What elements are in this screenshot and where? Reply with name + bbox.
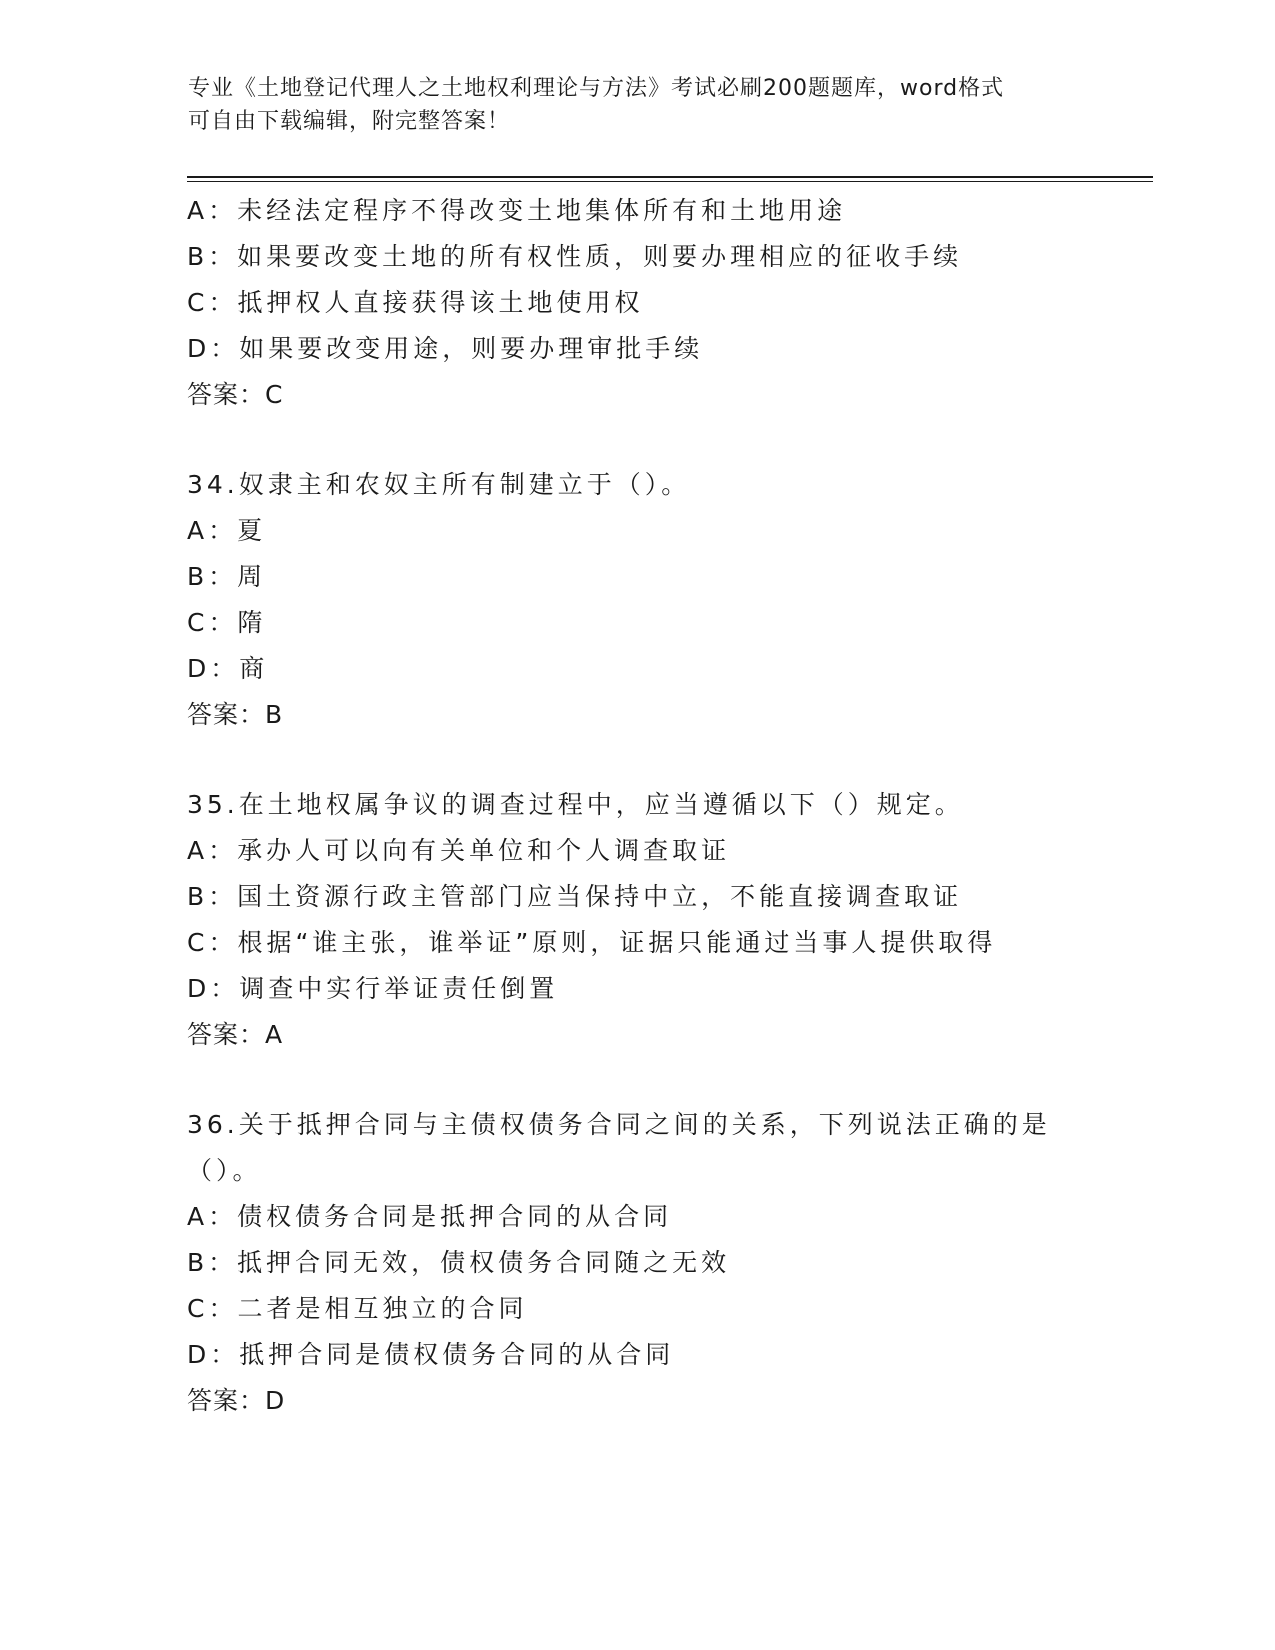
option-a: A：债权债务合同是抵押合同的从合同 bbox=[187, 1202, 673, 1231]
option-c: C：二者是相互独立的合同 bbox=[187, 1294, 528, 1323]
option-c: C：抵押权人直接获得该土地使用权 bbox=[187, 288, 644, 317]
option-b: B：周 bbox=[187, 562, 267, 591]
answer-line: 答案：B bbox=[187, 700, 284, 729]
header-divider-thin bbox=[187, 181, 1153, 182]
question-block-36 bbox=[187, 1102, 1087, 1424]
spacer bbox=[187, 738, 1087, 782]
question-stem: 36.关于抵押合同与主债权债务合同之间的关系，下列说法正确的是（）。 bbox=[187, 1110, 1051, 1185]
option-d: D：如果要改变用途，则要办理审批手续 bbox=[187, 334, 704, 363]
header-divider-thick bbox=[187, 176, 1153, 178]
document-header bbox=[188, 72, 1068, 138]
header-line-1: 专业《土地登记代理人之土地权利理论与方法》考试必刷200题题库，word格式 bbox=[188, 76, 1005, 101]
question-block-33 bbox=[187, 188, 1087, 418]
spacer bbox=[187, 1058, 1087, 1102]
option-b: B：抵押合同无效，债权债务合同随之无效 bbox=[187, 1248, 731, 1277]
option-b: B：如果要改变土地的所有权性质，则要办理相应的征收手续 bbox=[187, 242, 963, 271]
question-block-35 bbox=[187, 782, 1087, 1058]
option-d: D：商 bbox=[187, 654, 269, 683]
option-d: D：抵押合同是债权债务合同的从合同 bbox=[187, 1340, 675, 1369]
answer-line: 答案：D bbox=[187, 1386, 286, 1415]
answer-line: 答案：C bbox=[187, 380, 284, 409]
question-stem: 35.在土地权属争议的调查过程中，应当遵循以下（）规定。 bbox=[187, 790, 964, 819]
option-c: C：根据“谁主张，谁举证”原则，证据只能通过当事人提供取得 bbox=[187, 928, 997, 957]
question-list bbox=[187, 188, 1087, 1424]
option-b: B：国土资源行政主管部门应当保持中立，不能直接调查取证 bbox=[187, 882, 963, 911]
option-a: A：承办人可以向有关单位和个人调查取证 bbox=[187, 836, 731, 865]
option-a: A：夏 bbox=[187, 516, 267, 545]
option-d: D：调查中实行举证责任倒置 bbox=[187, 974, 559, 1003]
question-stem: 34.奴隶主和农奴主所有制建立于（）。 bbox=[187, 470, 691, 499]
answer-line: 答案：A bbox=[187, 1020, 284, 1049]
option-a: A：未经法定程序不得改变土地集体所有和土地用途 bbox=[187, 196, 847, 225]
header-line-2: 可自由下载编辑，附完整答案！ bbox=[188, 109, 511, 134]
spacer bbox=[187, 418, 1087, 462]
question-block-34 bbox=[187, 462, 1087, 738]
option-c: C：隋 bbox=[187, 608, 267, 637]
